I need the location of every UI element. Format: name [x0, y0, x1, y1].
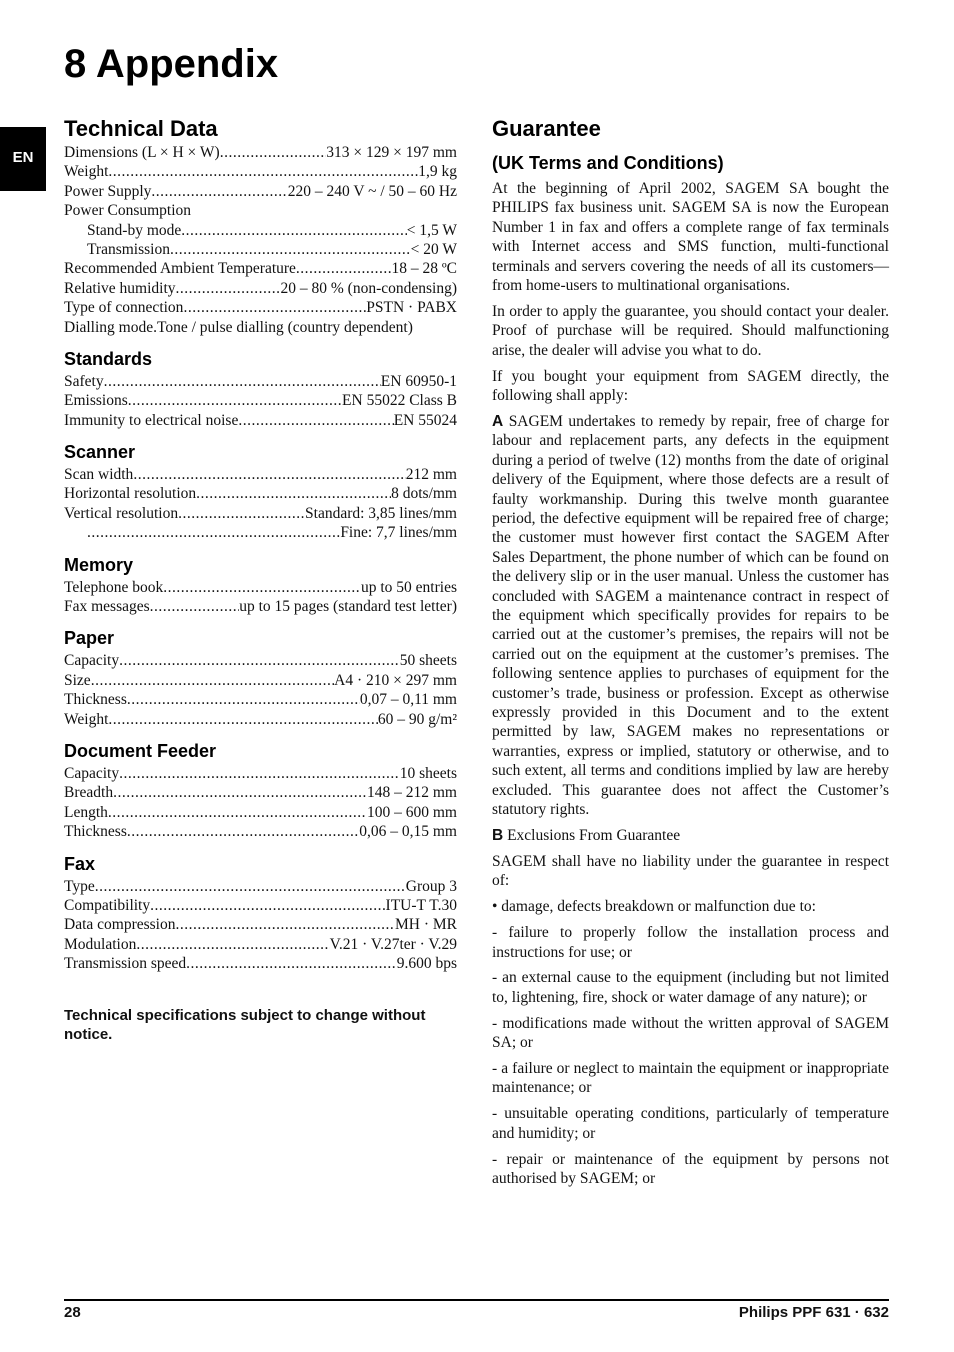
- memory-list: [64, 578, 457, 617]
- fax-list: [64, 877, 457, 974]
- paper-list: [64, 651, 457, 729]
- guarantee-apply-paragraph: In order to apply the guarantee, you should contact your dealer. Proof of purchase will be required. Should malfunctioning arise, the dealer will advise you what to do.: [492, 302, 889, 359]
- spec-row-feeder-thickness: Thickness ..... 0,06 – 0,15 mm: [64, 822, 457, 841]
- guarantee-column: [492, 115, 889, 1195]
- memory-title: Memory: [64, 554, 134, 575]
- spec-row-feeder-capacity: Capacity ..... 10 sheets: [64, 764, 457, 783]
- spec-row-data-compression: Data compression ..... MH · MR: [64, 915, 457, 934]
- page-number: 28: [64, 1304, 81, 1321]
- spec-row-horizontal-resolution: Horizontal resolution ..... 8 dots/mm: [64, 484, 457, 503]
- exclusion-item: - a failure or neglect to maintain the equipment or inappropriate maintenance; or: [492, 1060, 889, 1097]
- spec-row-emissions: Emissions ..... EN 55022 Class B: [64, 391, 457, 410]
- paper-title: Paper: [64, 628, 115, 649]
- page-title: 8 Appendix: [64, 42, 279, 86]
- spec-row-telephone-book: Telephone book ..... up to 50 entries: [64, 578, 457, 597]
- spec-row-fax-type: Type ..... Group 3: [64, 877, 457, 896]
- specifications-notice: Technical specifications subject to change without notice.: [64, 1006, 426, 1043]
- exclusion-item: - failure to properly follow the installation process and instructions for use; or: [492, 924, 889, 961]
- product-name: Philips PPF 631 · 632: [738, 1304, 889, 1321]
- general-specs-list: [64, 143, 457, 337]
- scanner-list: [64, 465, 457, 543]
- guarantee-subtitle: (UK Terms and Conditions): [492, 153, 724, 173]
- spec-row-scan-width: Scan width ..... 212 mm: [64, 465, 457, 484]
- guarantee-clause-b: [492, 826, 889, 845]
- footer-rule: [64, 1299, 889, 1301]
- standards-title: Standards: [64, 348, 153, 369]
- spec-row-transmission: Transmission ..... < 20 W: [64, 240, 457, 259]
- exclusion-item: - modifications made without the written approval of SAGEM SA; or: [492, 1014, 889, 1052]
- spec-row-paper-weight: Weight ..... 60 – 90 g/m²: [64, 710, 457, 729]
- spec-row-transmission-speed: Transmission speed ..... 9.600 bps: [64, 954, 457, 973]
- spec-row-humidity: Relative humidity ..... 20 – 80 % (non-condensing): [64, 279, 457, 298]
- document-feeder-list: [64, 764, 457, 842]
- exclusion-item: - an external cause to the equipment (including but not limited to, lightening, fire, shock or water damage of any nature); or: [492, 969, 889, 1006]
- spec-row-dialling-mode: Dialling mode.Tone / pulse dialling (country dependent): [64, 318, 413, 336]
- spec-row-fax-messages: Fax messages ..... up to 15 pages (standard test letter): [64, 597, 457, 616]
- spec-row-compatibility: Compatibility ..... ITU-T T.30: [64, 896, 457, 915]
- spec-row-paper-size: Size ..... A4 · 210 × 297 mm: [64, 671, 457, 690]
- document-feeder-title: Document Feeder: [64, 740, 217, 761]
- language-tab: EN: [0, 127, 46, 191]
- guarantee-title: Guarantee: [492, 116, 601, 141]
- spec-row-paper-capacity: Capacity ..... 50 sheets: [64, 651, 457, 670]
- standards-list: [64, 372, 457, 430]
- guarantee-intro-paragraph: At the beginning of April 2002, SAGEM SA bought the PHILIPS fax business unit. SAGEM SA is now the European Number 1 in fax and offers a complete range of fax terminals with Internet access and SMS function, multi-functional terminals and servers covering the needs of all its customers—from home-users to multinational organisations.: [492, 180, 889, 295]
- exclusion-item: - repair or maintenance of the equipment by persons not authorised by SAGEM; or: [492, 1150, 889, 1188]
- clause-b-label: B: [492, 827, 504, 844]
- guarantee-clause-a: [492, 412, 889, 820]
- technical-data-title: Technical Data: [64, 116, 218, 141]
- technical-data-column: [64, 115, 457, 1060]
- scanner-title: Scanner: [64, 442, 136, 463]
- liability-paragraph: SAGEM shall have no liability under the guarantee in respect of:: [492, 852, 889, 890]
- spec-row-power-supply: Power Supply ..... 220 – 240 V ~ / 50 – 60 Hz: [64, 182, 457, 201]
- exclusion-item: - unsuitable operating conditions, particularly of temperature and humidity; or: [492, 1105, 889, 1142]
- spec-row-modulation: Modulation ..... V.21 · V.27ter · V.29: [64, 935, 457, 954]
- spec-row-standby: Stand-by mode ..... < 1,5 W: [64, 221, 457, 240]
- clause-b-text: Exclusions From Guarantee: [503, 827, 681, 844]
- fax-title: Fax: [64, 853, 96, 874]
- clause-a-label: A: [492, 412, 504, 430]
- spec-row-feeder-breadth: Breadth ..... 148 – 212 mm: [64, 783, 457, 802]
- spec-row-connection: Type of connection ..... PSTN · PABX: [64, 298, 457, 317]
- spec-row-feeder-length: Length ..... 100 – 600 mm: [64, 803, 457, 822]
- spec-row-power-consumption: Power Consumption: [64, 202, 192, 220]
- guarantee-direct-paragraph: If you bought your equipment from SAGEM directly, the following shall apply:: [492, 367, 889, 405]
- spec-row-paper-thickness: Thickness ..... 0,07 – 0,11 mm: [64, 690, 457, 709]
- spec-row-vertical-resolution: Vertical resolution ..... Standard: 3,85 lines/mm: [64, 504, 457, 523]
- spec-row-immunity: Immunity to electrical noise ..... EN 55024: [64, 411, 457, 430]
- spec-row-safety: Safety ..... EN 60950-1: [64, 372, 457, 391]
- spec-row-fine-resolution: ..... Fine: 7,7 lines/mm: [64, 523, 457, 542]
- spec-row-ambient-temperature: Recommended Ambient Temperature ..... 18 – 28 ºC: [64, 259, 457, 278]
- spec-row-dimensions: Dimensions (L × H × W) ..... 313 × 129 × 197 mm: [64, 143, 457, 162]
- clause-a-text: SAGEM undertakes to remedy by repair, free of charge for labour and replacement parts, any defects in the equipment during a period of twelve (12) months from the date of original delivery of the Equipment, where those defects are a result of faulty workmanship. During this twelve month guarantee period, the defective equipment will be repaired free of charge; the customer must however first contact the SAGEM After Sales Department, the phone number of which can be found on the delivery slip or in the user manual. Unless the customer has concluded with SAGEM a maintenance contract in respect of the equipment which specifically provides for repairs to be carried out at the customer’s premises, the repairs will not be carried out on the equipment at the customer’s premises. The following sentence applies to purchases of equipment for the customer’s trade, business or profession. Except as otherwise expressly provided in this Document and to the extent permitted by law, SAGEM makes no representations or warranties, express or implied, statutory or otherwise, and to such extent, all terms and conditions implied by law are hereby excluded. This guarantee does not affect the Customer’s statutory rights.: [492, 412, 889, 819]
- spec-row-weight: Weight ..... 1,9 kg: [64, 162, 457, 181]
- damage-bullet: • damage, defects breakdown or malfunction due to:: [492, 898, 816, 916]
